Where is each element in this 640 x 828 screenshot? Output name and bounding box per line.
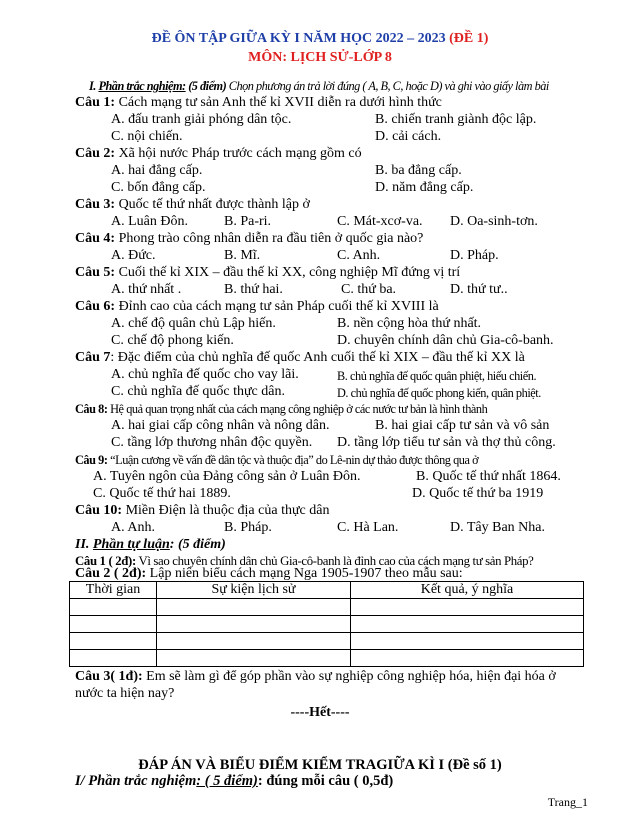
question-text: “Luận cương về vấn đề dân tộc và thuộc địa” do Lê-nin dự thảo được thông qua ở <box>110 453 479 467</box>
question-text: Xã hội nước Pháp trước cách mạng gồm có <box>118 146 362 161</box>
option: C. Anh. <box>337 248 381 263</box>
question-text: Đỉnh cao của cách mạng tư sản Pháp cuối thế kỉ XVIII là <box>118 299 439 314</box>
essay-question-3-cont: nước ta hiện nay? <box>75 686 175 701</box>
question-10 <box>75 503 329 519</box>
question-label: Câu 2 ( 2đ): <box>75 566 147 581</box>
table-row <box>70 650 584 667</box>
table-row <box>70 616 584 633</box>
option: A. Anh. <box>111 520 155 535</box>
option: A. hai giai cấp công nhân và nông dân. <box>111 418 330 433</box>
option: B. chủ nghĩa đế quốc quân phiệt, hiếu chiến. <box>337 369 537 383</box>
question-8 <box>75 401 487 417</box>
table-header-row <box>70 582 584 599</box>
option: A. Luân Đôn. <box>111 214 188 229</box>
option: B. ba đẳng cấp. <box>375 163 462 178</box>
option: B. hai giai cấp tư sản và vô sản <box>375 418 550 433</box>
page-number: Trang_1 <box>547 795 588 809</box>
question-text: Phong trào công nhân diễn ra đầu tiên ở quốc gia nào? <box>118 231 424 246</box>
question-label: Câu 3( 1đ): <box>75 669 143 684</box>
question-text: Miền Điện là thuộc địa của thực dân <box>125 503 330 518</box>
part1-score: (5 điểm) <box>188 79 227 93</box>
option: D. Oa-sinh-tơn. <box>450 214 538 229</box>
option: C. bốn đẳng cấp. <box>111 180 206 195</box>
header-event: Sự kiện lịch sử <box>157 582 351 599</box>
option: D. năm đẳng cấp. <box>375 180 474 195</box>
question-4 <box>75 231 423 247</box>
option: C. Mát-xcơ-va. <box>337 214 423 229</box>
question-text: Cách mạng tư sản Anh thế kỉ XVII diễn ra dưới hình thức <box>118 95 442 110</box>
option: C. chế độ phong kiến. <box>111 333 234 348</box>
question-6 <box>75 299 439 315</box>
timeline-table <box>69 581 584 667</box>
exam-title-tag: (ĐỀ 1) <box>449 31 489 46</box>
part1-instruction: Chọn phương án trả lời đúng ( A, B, C, hoặc D) và ghi vào giấy làm bài <box>228 79 549 93</box>
header-time: Thời gian <box>70 582 157 599</box>
answer-part1-score: : ( 5 điểm) <box>196 773 258 789</box>
exam-title <box>0 31 640 47</box>
question-label: Câu 2: <box>75 146 116 161</box>
option: B. nền cộng hòa thứ nhất. <box>337 316 482 331</box>
option: B. thứ hai. <box>224 282 283 297</box>
question-text: Vì sao chuyên chính dân chủ Gia-cô-banh là đỉnh cao của cách mạng tư sản Pháp? <box>138 554 534 568</box>
table-row <box>70 633 584 650</box>
option: D. Tây Ban Nha. <box>450 520 545 535</box>
option: D. Pháp. <box>450 248 499 263</box>
option: D. tầng lớp tiểu tư sản và thợ thủ công. <box>337 435 556 450</box>
answer-part1-num: I/ Phần trắc nghiệm <box>75 773 197 789</box>
part2-num: II. <box>75 537 90 552</box>
option: D. chuyên chính dân chủ Gia-cô-banh. <box>337 333 554 348</box>
option: A. chủ nghĩa đế quốc cho vay lãi. <box>111 367 299 382</box>
option: A. Tuyên ngôn của Đảng công sản ở Luân Đôn. <box>93 469 361 484</box>
option: A. đấu tranh giải phóng dân tộc. <box>111 112 292 127</box>
answer-key-title: ĐÁP ÁN VÀ BIỂU ĐIỂM KIỂM TRAGIỮA KÌ I (Đề số 1) <box>138 757 502 773</box>
option: B. Pháp. <box>224 520 272 535</box>
essay-question-3 <box>75 669 556 685</box>
table-row <box>70 599 584 616</box>
option: A. chế độ quân chủ Lập hiến. <box>111 316 276 331</box>
option: C. tầng lớp thương nhân độc quyền. <box>111 435 313 450</box>
question-label: Câu 10: <box>75 503 123 518</box>
option: A. thứ nhất . <box>111 282 182 297</box>
option: B. Quốc tế thứ nhất 1864. <box>416 469 561 484</box>
option: A. hai đẳng cấp. <box>111 163 203 178</box>
option: D. cải cách. <box>375 129 442 144</box>
part1-num: I. <box>89 79 96 93</box>
question-label: Câu 1 ( 2đ): <box>75 554 136 568</box>
option: D. Quốc tế thứ ba 1919 <box>412 486 544 501</box>
question-5 <box>75 265 460 281</box>
part2-title: Phần tự luận <box>92 537 170 552</box>
question-9 <box>75 452 478 468</box>
option: B. chiến tranh giành độc lập. <box>375 112 537 127</box>
part1-title: Phần trắc nghiệm: <box>98 79 186 93</box>
question-label: Câu 6: <box>75 299 116 314</box>
question-label: Câu 1: <box>75 95 116 110</box>
answer-part1-note: : đúng mỗi câu ( 0,5đ) <box>257 773 394 789</box>
question-label: Câu 9: <box>75 453 108 467</box>
question-label: Câu 4: <box>75 231 116 246</box>
part1-heading <box>89 78 549 94</box>
exam-title-main: ĐỀ ÔN TẬP GIỮA KỲ I NĂM HỌC 2022 – 2023 <box>151 31 446 46</box>
question-3 <box>75 197 310 213</box>
question-text: Hệ quả quan trọng nhất của cách mạng công nghiệp ở các nước tư bản là hình thành <box>110 402 488 416</box>
end-marker: ----Hết---- <box>290 705 350 720</box>
option: C. chủ nghĩa đế quốc thực dân. <box>111 384 285 399</box>
option: D. thứ tư.. <box>450 282 508 297</box>
option: C. thứ ba. <box>341 282 397 297</box>
question-text: Lập niên biểu cách mạng Nga 1905-1907 theo mẫu sau: <box>149 566 463 581</box>
question-2 <box>75 146 362 162</box>
option: C. Hà Lan. <box>337 520 399 535</box>
answer-key-part1 <box>75 773 393 789</box>
part2-heading <box>75 537 226 553</box>
question-label: Câu 8: <box>75 402 108 416</box>
question-label: Câu 3: <box>75 197 116 212</box>
part2-score: : (5 điểm) <box>169 537 226 552</box>
option: B. Mĩ. <box>224 248 261 263</box>
option: B. Pa-ri. <box>224 214 272 229</box>
exam-subject: MÔN: LỊCH SỬ-LỚP 8 <box>248 50 392 65</box>
option: C. nội chiến. <box>111 129 183 144</box>
question-label: Câu 7 <box>75 350 111 365</box>
option: C. Quốc tế thứ hai 1889. <box>93 486 231 501</box>
question-text: : Đặc điểm của chủ nghĩa đế quốc Anh cuối thế kỉ XIX – đầu thế kỉ XX là <box>110 350 525 365</box>
question-7 <box>75 350 525 366</box>
question-text: Cuối thế kỉ XIX – đầu thế kỉ XX, công nghiệp Mĩ đứng vị trí <box>118 265 461 280</box>
question-text: Em sẽ làm gì để góp phần vào sự nghiệp công nghiệp hóa, hiện đại hóa ở <box>146 669 556 684</box>
essay-question-2 <box>75 566 463 582</box>
option: D. chủ nghĩa đế quốc phong kiến, quân phiệt. <box>337 386 541 400</box>
question-text: Quốc tế thứ nhất được thành lập ở <box>118 197 310 212</box>
question-label: Câu 5: <box>75 265 116 280</box>
question-1 <box>75 95 442 111</box>
header-result: Kết quả, ý nghĩa <box>351 582 584 599</box>
option: A. Đức. <box>111 248 156 263</box>
